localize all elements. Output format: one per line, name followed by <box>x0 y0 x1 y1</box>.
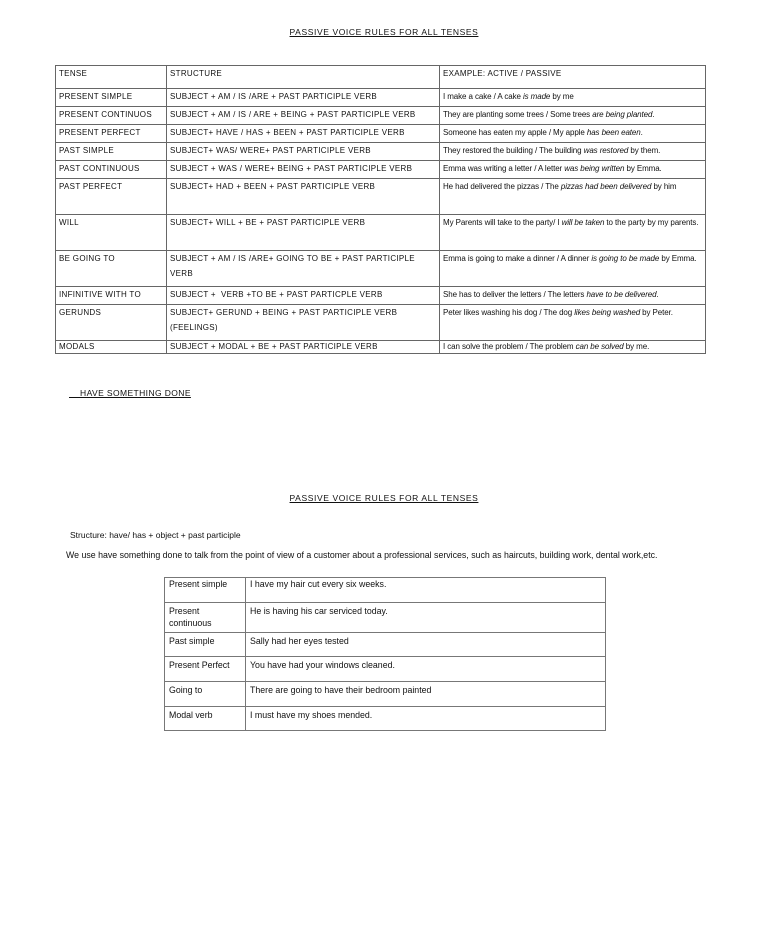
section-title: PASSIVE VOICE RULES FOR ALL TENSES <box>289 493 479 503</box>
tense-cell: WILL <box>56 215 167 251</box>
example-active: Emma is going to make a dinner / A dinner <box>443 254 592 263</box>
example-active: I can solve the problem / The problem <box>443 342 576 351</box>
header-example: EXAMPLE: ACTIVE / PASSIVE <box>440 66 706 89</box>
structure-cell: SUBJECT+ HAVE / HAS + BEEN + PAST PARTICIPLE VERB <box>167 125 440 143</box>
tense-cell: PAST PERFECT <box>56 179 167 215</box>
example-passive: are being planted <box>592 110 653 119</box>
structure-cell: SUBJECT+ HAD + BEEN + PAST PARTICIPLE VERB <box>167 179 440 215</box>
table-header-row <box>56 66 706 89</box>
structure-cell: SUBJECT+ WILL + BE + PAST PARTICIPLE VERB <box>167 215 440 251</box>
structure-cell: SUBJECT + AM / IS /ARE+ GOING TO BE + PAST PARTICIPLE VERB <box>167 251 440 287</box>
tense-label-cell: Present Perfect <box>165 657 246 682</box>
tense-cell: PRESENT PERFECT <box>56 125 167 143</box>
example-active: Someone has eaten my apple / My apple <box>443 128 587 137</box>
example-sentence-cell: There are going to have their bedroom painted <box>246 682 606 707</box>
tense-cell: PAST SIMPLE <box>56 143 167 161</box>
tense-label-cell: Modal verb <box>165 707 246 731</box>
example-active: They restored the building / The building <box>443 146 584 155</box>
example-cell <box>440 125 706 143</box>
table-row <box>56 287 706 305</box>
example-passive: can be solved <box>575 342 624 351</box>
header-tense: TENSE <box>56 66 167 89</box>
structure-cell: SUBJECT + WAS / WERE+ BEING + PAST PARTICIPLE VERB <box>167 161 440 179</box>
example-cell <box>440 287 706 305</box>
example-cell <box>440 341 706 354</box>
table-row <box>56 215 706 251</box>
example-passive: was being written <box>564 164 625 173</box>
tense-cell: MODALS <box>56 341 167 354</box>
structure-cell: SUBJECT+ GERUND + BEING + PAST PARTICIPLE VERB (FEELINGS) <box>167 305 440 341</box>
table-row <box>165 657 606 682</box>
example-cell <box>440 305 706 341</box>
example-passive: likes being washed <box>574 308 641 317</box>
example-cell <box>440 179 706 215</box>
structure-line: Structure: have/ has + object + past participle <box>70 530 241 540</box>
tense-cell: INFINITIVE WITH TO <box>56 287 167 305</box>
example-suffix: by them. <box>628 146 661 155</box>
table-row <box>56 107 706 125</box>
example-suffix: . <box>652 110 655 119</box>
example-cell <box>440 107 706 125</box>
table-row <box>56 125 706 143</box>
table-row <box>165 578 606 603</box>
example-active: They are planting some trees / Some trees <box>443 110 593 119</box>
example-suffix: by him <box>651 182 677 191</box>
example-active: He had delivered the pizzas / The <box>443 182 561 191</box>
table-row <box>56 341 706 354</box>
example-active: My Parents will take to the party/ I <box>443 218 562 227</box>
example-active: I make a cake / A cake <box>443 92 523 101</box>
example-suffix: . <box>640 128 643 137</box>
example-passive: will be taken <box>561 218 605 227</box>
example-passive: is going to be made <box>591 254 660 263</box>
header-structure: STRUCTURE <box>167 66 440 89</box>
tense-cell: PRESENT SIMPLE <box>56 89 167 107</box>
tense-label-cell: Going to <box>165 682 246 707</box>
example-passive: have to be delivered <box>586 290 657 299</box>
table-row <box>165 707 606 731</box>
tense-cell: GERUNDS <box>56 305 167 341</box>
structure-cell: SUBJECT + MODAL + BE + PAST PARTICIPLE VERB <box>167 341 440 354</box>
example-suffix: by Peter. <box>640 308 673 317</box>
table-row <box>56 143 706 161</box>
example-passive: is made <box>522 92 551 101</box>
passive-rules-table <box>55 65 706 354</box>
example-passive: has been eaten <box>586 128 641 137</box>
table-row <box>56 89 706 107</box>
have-something-done-heading: HAVE SOMETHING DONE <box>69 388 191 398</box>
table-row <box>165 633 606 657</box>
example-sentence-cell: I must have my shoes mended. <box>246 707 606 731</box>
example-suffix: by Emma. <box>624 164 662 173</box>
table-row <box>56 161 706 179</box>
example-suffix: to the party by my parents. <box>604 218 699 227</box>
structure-cell: SUBJECT+ WAS/ WERE+ PAST PARTICIPLE VERB <box>167 143 440 161</box>
example-cell <box>440 143 706 161</box>
example-active: Emma was writing a letter / A letter <box>443 164 565 173</box>
structure-cell: SUBJECT + AM / IS / ARE + BEING + PAST PARTICIPLE VERB <box>167 107 440 125</box>
have-something-done-table <box>164 577 606 731</box>
table-row <box>56 179 706 215</box>
tense-label-cell: Present simple <box>165 578 246 603</box>
example-suffix: by me. <box>623 342 650 351</box>
structure-cell: SUBJECT + VERB +TO BE + PAST PARTICPLE VERB <box>167 287 440 305</box>
table-row <box>165 682 606 707</box>
structure-cell: SUBJECT + AM / IS /ARE + PAST PARTICIPLE VERB <box>167 89 440 107</box>
example-suffix: . <box>656 290 659 299</box>
example-sentence-cell: He is having his car serviced today. <box>246 603 606 633</box>
example-cell <box>440 161 706 179</box>
tense-cell: PAST CONTINUOUS <box>56 161 167 179</box>
example-active: Peter likes washing his dog / The dog <box>443 308 575 317</box>
example-sentence-cell: I have my hair cut every six weeks. <box>246 578 606 603</box>
page-title: PASSIVE VOICE RULES FOR ALL TENSES <box>289 27 479 37</box>
example-cell <box>440 89 706 107</box>
example-active: She has to deliver the letters / The letters <box>443 290 587 299</box>
example-sentence-cell: You have had your windows cleaned. <box>246 657 606 682</box>
example-passive: pizzas had been delivered <box>560 182 652 191</box>
example-cell <box>440 251 706 287</box>
example-suffix: by Emma. <box>659 254 697 263</box>
example-suffix: by me <box>550 92 574 101</box>
table-row <box>56 305 706 341</box>
tense-label-cell: Past simple <box>165 633 246 657</box>
table-row <box>56 251 706 287</box>
tense-cell: BE GOING TO <box>56 251 167 287</box>
example-sentence-cell: Sally had her eyes tested <box>246 633 606 657</box>
example-passive: was restored <box>583 146 629 155</box>
table-row <box>165 603 606 633</box>
tense-cell: PRESENT CONTINUOS <box>56 107 167 125</box>
usage-paragraph: We use have something done to talk from the point of view of a customer about a professional services, such as haircuts, building work, dental work,etc. <box>66 550 658 560</box>
tense-label-cell: Present continuous <box>165 603 246 633</box>
example-cell <box>440 215 706 251</box>
